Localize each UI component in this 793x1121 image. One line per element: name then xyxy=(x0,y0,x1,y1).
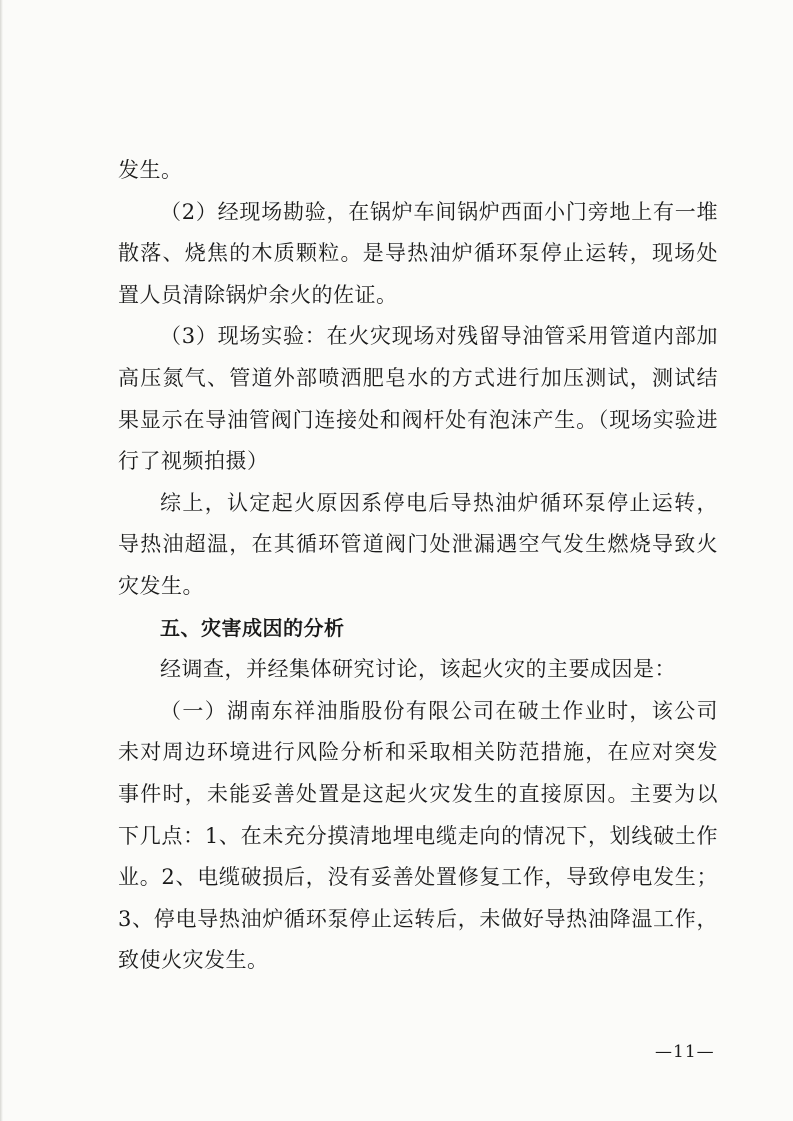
page-number: —11— xyxy=(655,1042,715,1062)
paragraph-summary: 综上，认定起火原因系停电后导热油炉循环泵停止运转，导热油超温，在其循环管道阀门处泄漏遇空气发生燃烧导致火灾发生。 xyxy=(118,490,718,598)
paragraph-site-inspection: （2）经现场勘验，在锅炉车间锅炉西面小门旁地上有一堆散落、烧焦的木质颗粒。是导热油炉循环泵停止运转，现场处置人员清除锅炉余火的佐证。 xyxy=(118,199,718,307)
paragraph-site-experiment: （3）现场实验：在火灾现场对残留导油管采用管道内部加高压氮气、管道外部喷洒肥皂水的方式进行加压测试，测试结果显示在导油管阀门连接处和阀杆处有泡沫产生。（现场实验进行了视频拍摄） xyxy=(118,324,718,474)
scan-edge xyxy=(0,0,3,1121)
paragraph-continuation: 发生。 xyxy=(118,158,183,182)
body-text xyxy=(118,150,718,982)
section-heading: 五、灾害成因的分析 xyxy=(160,615,345,640)
paragraph-investigation: 经调查，并经集体研究讨论，该起火灾的主要成因是： xyxy=(160,657,676,682)
paragraph-cause-one: （一）湖南东祥油脂股份有限公司在破土作业时，该公司未对周边环境进行风险分析和采取相关防范措施，在应对突发事件时，未能妥善处置是这起火灾发生的直接原因。主要为以下几点：1、在未充分摸清地埋电缆走向的情况下，划线破土作业。2、电缆破损后，没有妥善处置修复工作，导致停电发生；3、停电导热油炉循环泵停止运转后，未做好导热油降温工作，致使火灾发生。 xyxy=(118,698,718,973)
